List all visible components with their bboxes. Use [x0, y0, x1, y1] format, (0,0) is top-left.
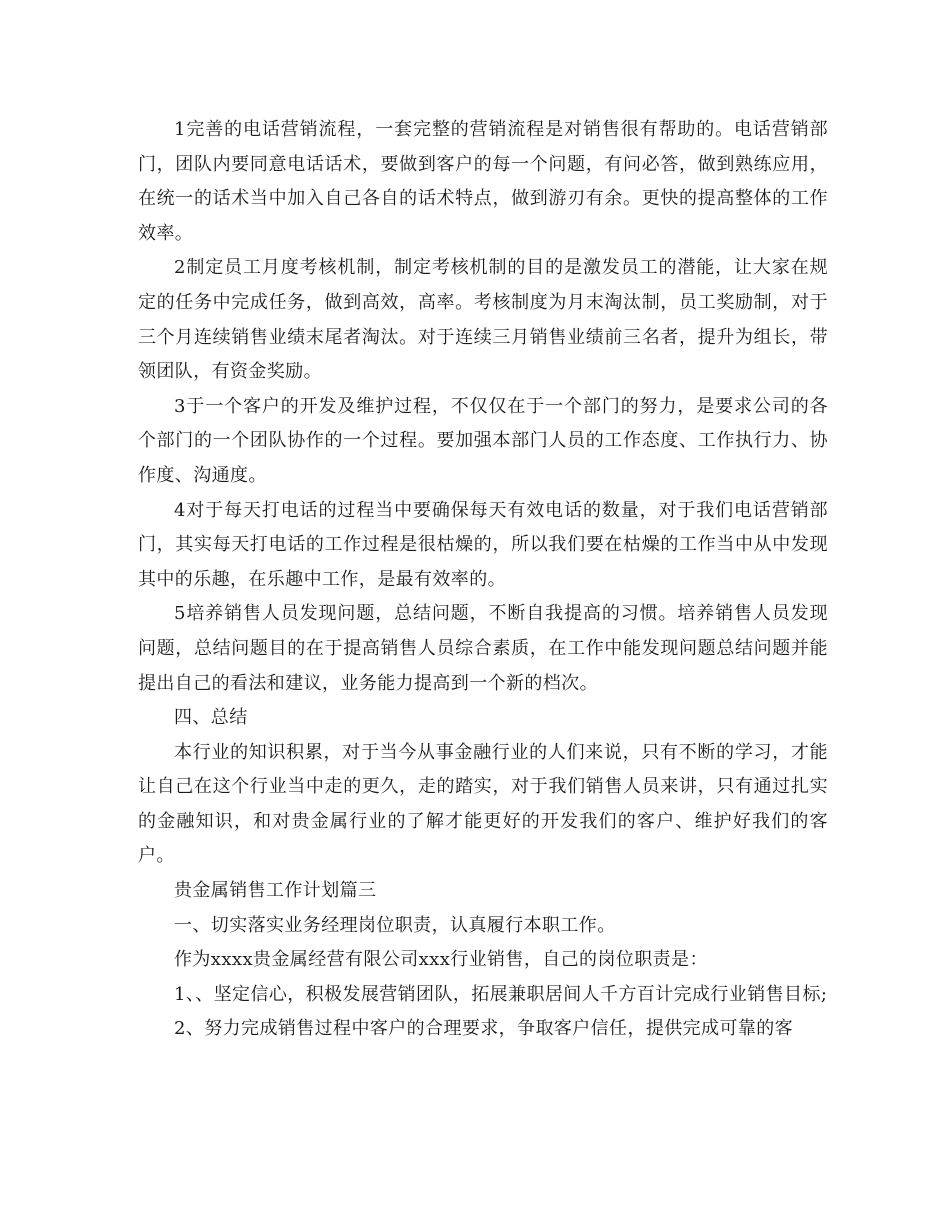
paragraph-monthly-assessment: 2制定员工月度考核机制，制定考核机制的目的是激发员工的潜能，让大家在规定的任务中完成任务，做到高效，高率。考核制度为月末淘汰制，员工奖励制，对于三个月连续销售业绩末尾者淘汰。对于连续三月销售业绩前三名者，提升为组长，带领团队，有资金奖励。 — [138, 257, 828, 383]
paragraph-daily-calls: 4对于每天打电话的过程当中要确保每天有效电话的数量，对于我们电话营销部门，其实每天打电话的工作过程是很枯燥的，所以我们要在枯燥的工作当中从中发现其中的乐趣，在乐趣中工作，是最有效率的。 — [138, 499, 828, 590]
paragraph-industry-knowledge: 本行业的知识积累，对于当今从事金融行业的人们来说，只有不断的学习，才能让自己在这个行业当中走的更久，走的踏实，对于我们销售人员来讲，只有通过扎实的金融知识，和对贵金属行业的了解才能更好的开发我们的客户、维护好我们的客户。 — [138, 741, 828, 867]
section-heading-job-duties: 一、切实落实业务经理岗位职责，认真履行本职工作。 — [174, 914, 616, 936]
paragraph-problem-solving: 5培养销售人员发现问题，总结问题，不断自我提高的习惯。培养销售人员发现问题，总结问题目的在于提高销售人员综合素质，在工作中能发现问题总结问题并能提出自己的看法和建议，业务能力提高到一个新的档次。 — [138, 603, 828, 694]
document-body — [138, 113, 828, 1047]
paragraph-telemarketing-process: 1完善的电话营销流程，一套完整的营销流程是对销售很有帮助的。电话营销部门，团队内要同意电话话术，要做到客户的每一个问题，有问必答，做到熟练应用，在统一的话术当中加入自己各自的话术特点，做到游刃有余。更快的提高整体的工作效率。 — [138, 119, 828, 244]
paragraph-team-collaboration: 3于一个客户的开发及维护过程，不仅仅在于一个部门的努力，是要求公司的各个部门的一个团队协作的一个过程。要加强本部门人员的工作态度、工作执行力、协作度、沟通度。 — [138, 395, 828, 486]
paragraph-position-intro: 作为xxxx贵金属经营有限公司xxx行业销售，自己的岗位职责是： — [174, 949, 708, 971]
article-title-part-three: 贵金属销售工作计划篇三 — [174, 880, 377, 902]
section-heading-summary: 四、总结 — [174, 707, 248, 729]
list-item-duty-1: 1、、坚定信心，积极发展营销团队，拓展兼职居间人千方百计完成行业销售目标; — [174, 983, 828, 1005]
list-item-duty-2: 2、努力完成销售过程中客户的合理要求，争取客户信任，提供完成可靠的客 — [174, 1018, 794, 1040]
